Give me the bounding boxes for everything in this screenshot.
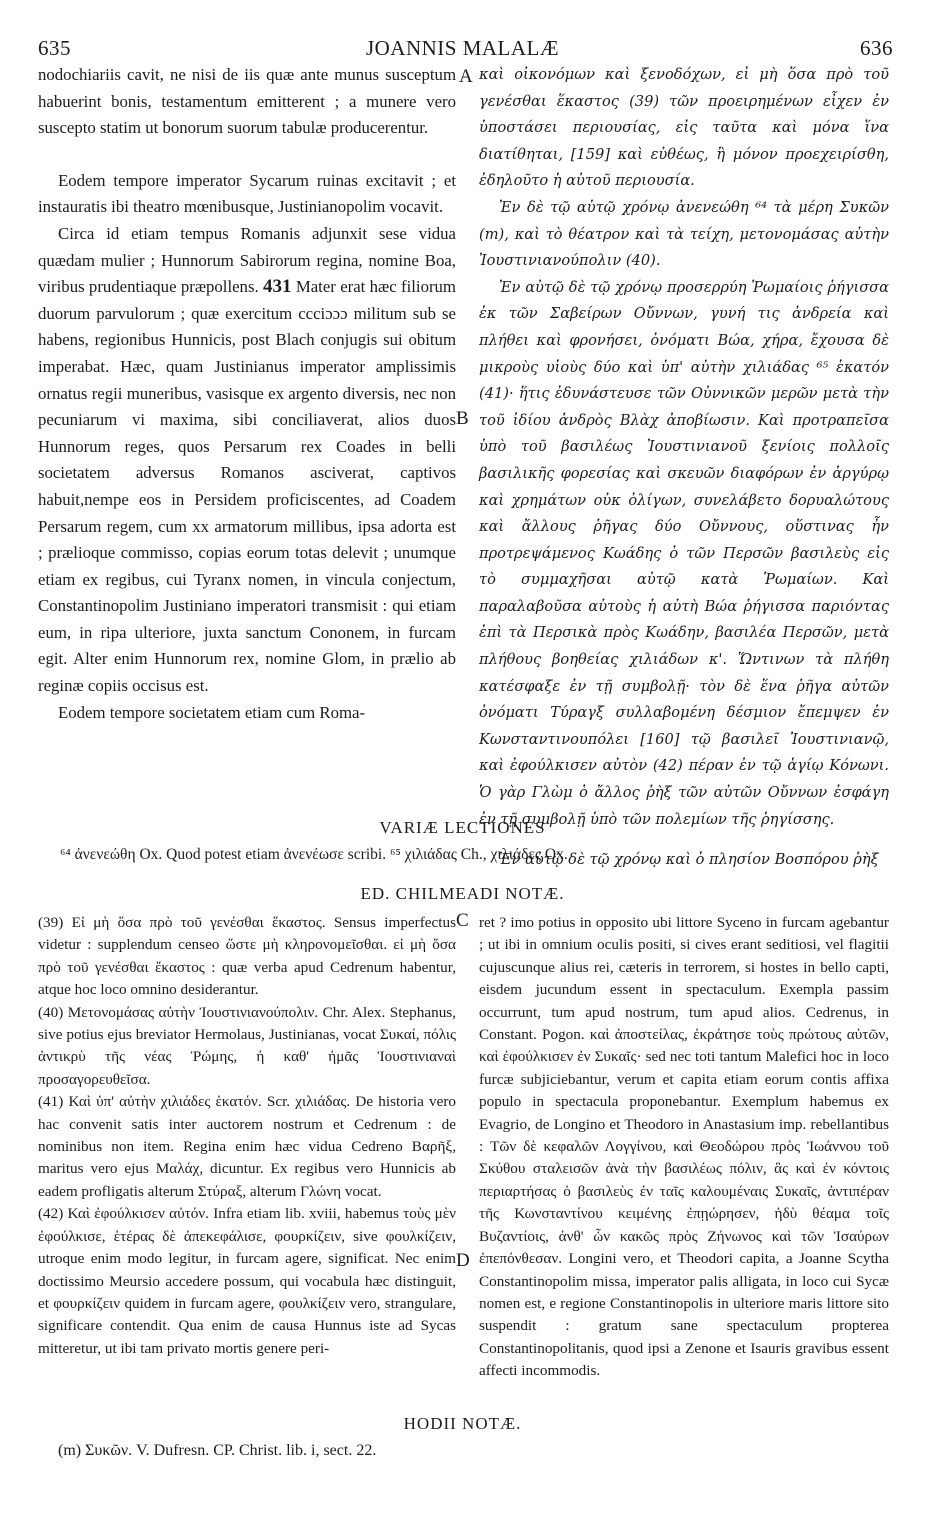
notes-left-column — [38, 912, 456, 1360]
greek-paragraph-1: καὶ οἰκονόμων καὶ ξενοδόχων, εἰ μὴ ὅσα πρὸ τοῦ γενέσθαι ἕκαστος (39) τῶν προειρημένων εἶχεν ἐν ὑποστάσει περιουσίας, εἰς ταῦτα καὶ μόνα ἵνα διατίθηται, [159] καὶ εὐθέως, ἢ μόνον προεχειρίσθη, ἐδηλοῦτο ἡ αὐτοῦ περιουσία. — [479, 66, 889, 190]
greek-paragraph-4: Ἐν αὐτῷ δὲ τῷ χρόνῳ καὶ ὁ πλησίον Βοσπόρου ῥὴξ — [499, 851, 879, 869]
note-42: (42) Καὶ ἐφούλκισεν αὐτόν. Infra etiam lib. xviii, habemus τοὺς μὲν ἐφούλκισε, ἑτέρας δὲ ἀπεκεφάλισε, φουρκίζειν, sive φουλκίζειν, utroque enim modo legitur, in furcam agere, significat. Nec enim doctissimo Meursio accedere possum, qui vocabula hæc distinguit, et φουρκίζειν quidem in furcam agere, φουλκίζειν vero, strangulare, significare contendit. Qua enim de causa Hunnus iste ad Sycas mitteretur, ut ibi tam privato mortis genere peri- — [38, 1205, 456, 1357]
greek-column — [479, 62, 889, 874]
page-number-right: 636 — [860, 36, 893, 60]
hodii-note-text: (m) Συκῶν. V. Dufresn. CP. Christ. lib. i, sect. 22. — [58, 1442, 377, 1459]
note-41: (41) Καὶ ὑπ' αὐτὴν χιλιάδες ἑκατόν. Scr. χιλιάδας. De historia vero hac convenit satis inter auctorem nostrum et Cedrenum : de nominibus non item. Regina enim hæc vidua Cedreno Βαρῆξ, maritus vero ejus Μαλάχ, dicuntur. Ex regibus vero Hunnicis ab eadem profligatis alterum Στύραξ, alterum Γλώνη vocat. — [38, 1093, 456, 1200]
margin-mark-d: D — [456, 1250, 470, 1271]
latin-column — [38, 62, 456, 726]
latin-paragraph-1: nodochiariis cavit, ne nisi de iis quæ ante munus susceptum habuerint bonis, testamentum emitterent ; a munere vero suscepto statim ut bonorum suorum tabulæ producerentur. — [38, 65, 456, 138]
chilmead-notes-heading: ED. CHILMEADI NOTÆ. — [360, 884, 565, 903]
greek-paragraph-2: Ἐν δὲ τῷ αὐτῷ χρόνῳ ἀνενεώθη ⁶⁴ τὰ μέρη Συκῶν (m), καὶ τὸ θέατρον καὶ τὰ τείχη, μετονομάσας αὐτὴν Ἰουστινιανούπολιν (40). — [479, 198, 889, 270]
latin-paragraph-3 — [38, 221, 456, 700]
variae-lectiones-text: ⁶⁴ ἀνενεώθη Ox. Quod potest etiam ἀνενέωσε scribi. ⁶⁵ χιλιάδας Ch., χιλιάδες Ox. — [60, 846, 568, 863]
margin-mark-a: A — [459, 66, 473, 87]
note-40: (40) Μετονομάσας αὐτὴν Ἰουστινιανούπολιν. Chr. Alex. Stephanus, sive potius ejus breviator Hermolaus, Justinianas, vocat Συκαί, πόλις ἀντικρὺ τῆς νέας Ῥώμης, ἡ καθ' ἡμᾶς Ἰουστινιαναὶ προσαγορευθεῖσα. — [38, 1003, 456, 1088]
edition-page-number: 431 — [263, 276, 292, 298]
variae-lectiones-heading: VARIÆ LECTIONES — [379, 818, 546, 837]
hodii-notes-heading: HODII NOTÆ. — [403, 1414, 522, 1433]
margin-mark-b: B — [456, 408, 469, 429]
margin-mark-c: C — [456, 910, 469, 931]
latin-paragraph-4: Eodem tempore societatem etiam cum Roma- — [58, 702, 366, 722]
latin-paragraph-2: Eodem tempore imperator Sycarum ruinas excitavit ; et instauratis ibi theatro mœnibusque, Justinianopolim vocavit. — [38, 170, 456, 217]
note-42-continued: ret ? imo potius in opposito ubi littore Syceno in furcam agebantur ; ut ibi in omnium oculis positi, si cives erant seditiosi, vel flagitii cujuscunque alius rei, cæteris in terrorem, si hostes in bello capti, eisdem jucundum essent in spectaculum. Exempla passim occurrunt, tum apud nostrum, tum apud alios. Cedrenus, in Constant. Pogon. καὶ ἀποστείλας, ἐκράτησε τοὺς πρώτους αὐτῶν, καὶ ἐφούλκισεν ἐν Συκαῖς· sed nec toti tantum Malefici hoc in loco furcæ subjiciebantur, verum et capita etiam eorum contis affixa populo in spectacula proponebantur. Exemplum habemus ex Evagrio, de Longino et Theodoro in Anastasium imp. rebellantibus : Τῶν δὲ κεφαλῶν Λογγίνου, καὶ Θεοδώρου πρὸς Ἰωάννου τοῦ Σκύθου σταλεισῶν ἀνὰ τὴν βασιλέως πόλιν, ἃς καὶ ἐν κόντοις περιαρτήσας ὁ βασιλεὺς ἐν ταῖς καλουμέναις Συκαῖς, ἀντιπέραν τῆς Κωνσταντίνου κειμένης ἐπῃώρησεν, ἡδὺ θέαμα τοῖς Βυζαντίοις, ἀνθ' ὧν κακῶς πρὸς Ζήνωνος καὶ τῶν Ἰσαύρων ἐπεπόνθεσαν. Longini vero, et Theodori capita, a Joanne Scytha Constantinopolim missa, imperator palis alligata, in loco cui Sycæ nomen est, e regione Constantinopolis in ulteriore maris littore sito suspendit : gratum sane spectaculum propterea Constantinopolitanis, quod ipsi a Zenone et Isauris gravibus essent affecti incommodis. — [479, 914, 889, 1380]
latin-paragraph-3b: Mater erat hæc filiorum duorum parvulorum ; quæ exercitum ccciɔɔɔ militum sub se habens, regionibus Hunnicis, post Blach conjugis sui obitum imperabat. Hæc, quam Justinianus imperator amplissimis ornatus regii muneribus, vasisque ex argento diversis, nec non pecuniarum vi maxima, sibi conciliaverat, alios duos Hunnorum reges, quos Persarum rex Coades in belli societatem adversus Romanos asciverat, captivos habuit,nempe eos in Persidem proficiscentes, ad Coadem Persarum regem, cum xx armatorum millibus, ipsa adorta est ; prælioque commisso, copias eorum totas delevit ; unumque etiam ex regibus, cui Tyranx nomen, in vincula conjectum, Constantinopolim Justiniano imperatori transmisit : qui etiam eum, in ripa ulteriore, juxta sanctum Cononem, in furcam egit. Alter enim Hunnorum rex, nomine Glom, in prælio ab reginæ copiis occisus est. — [38, 277, 456, 696]
latin-paragraph-3a: Circa id etiam tempus Romanis adjunxit sese vidua quædam mulier ; Hunnorum Sabirorum regina, nomine Boa, viribus prudentiaque præpollens. — [38, 223, 456, 297]
notes-right-column — [479, 912, 889, 1383]
page-number-left: 635 — [38, 36, 71, 60]
running-title: JOANNIS MALALÆ — [365, 36, 560, 60]
note-39: (39) Εἰ μὴ ὅσα πρὸ τοῦ γενέσθαι ἕκαστος. Sensus imperfectus videtur : supplendum censeo ὥστε μὴ κληρονομεῖσθαι. εἰ μὴ ὅσα πρὸ τοῦ γενέσθαι ἕκαστος : quæ verba apud Cedrenum habentur, atque hoc loco omnino desiderantur. — [38, 914, 456, 999]
greek-paragraph-3: Ἐν αὐτῷ δὲ τῷ χρόνῳ προσερρύη Ῥωμαίοις ῥήγισσα ἐκ τῶν Σαβείρων Οὔννων, γυνή τις ἀνδρεία καὶ πλήθει καὶ φρονήσει, ὀνόματι Βώα, χήρα, ἔχουσα δὲ μικροὺς υἱοὺς δύο καὶ ὑπ' αὐτὴν χιλιάδας ⁶⁵ ἑκατόν (41)· ἥτις ἐδυνάστευσε τῶν Οὐννικῶν μερῶν μετὰ τὴν τοῦ ἰδίου ἀνδρὸς Βλὰχ ἀποβίωσιν. Καὶ προτραπεῖσα ὑπὸ τοῦ βασιλέως Ἰουστινιανοῦ ξενίοις πολλοῖς βασιλικῆς φορεσίας καὶ σκευῶν διαφόρων ἐν ἀργύρῳ καὶ χρημάτων οὐκ ὀλίγων, συνελάβετο δορυαλώτους καὶ ἄλλους ῥῆγας δύο Οὔννους, οὕστινας ἦν προτρεψάμενος Κωάδης ὁ τῶν Περσῶν βασιλεὺς εἰς τὸ συμμαχῆσαι αὐτῷ κατὰ Ῥωμαίων. Καὶ παραλαβοῦσα αὐτοὺς ἡ αὐτὴ Βώα ῥήγισσα παριόντας ἐπὶ τὰ Περσικὰ πρὸς Κωάδην, βασιλέα Περσῶν, μετὰ πλήθους βοηθείας χιλιάδων κ'. Ὥντινων τὰ πλήθη κατέσφαξε ἐν τῇ συμβολῇ· τὸν δὲ ἕνα ῥῆγα αὐτῶν ὀνόματι Τύραγξ συλλαβομένη δέσμιον ἔπεμψεν ἐν Κωνσταντινουπόλει [160] τῷ βασιλεῖ Ἰουστινιανῷ, καὶ ἐφούλκισεν αὐτὸν (42) πέραν ἐν τῷ ἁγίῳ Κόνωνι. Ὁ γὰρ Γλὼμ ὁ ἄλλος ῥὴξ τῶν αὐτῶν Οὔννων ἐσφάγη ἐν τῇ συμβολῇ ὑπὸ τῶν πολεμίων τῆς ῥηγίσσης. — [479, 278, 889, 828]
